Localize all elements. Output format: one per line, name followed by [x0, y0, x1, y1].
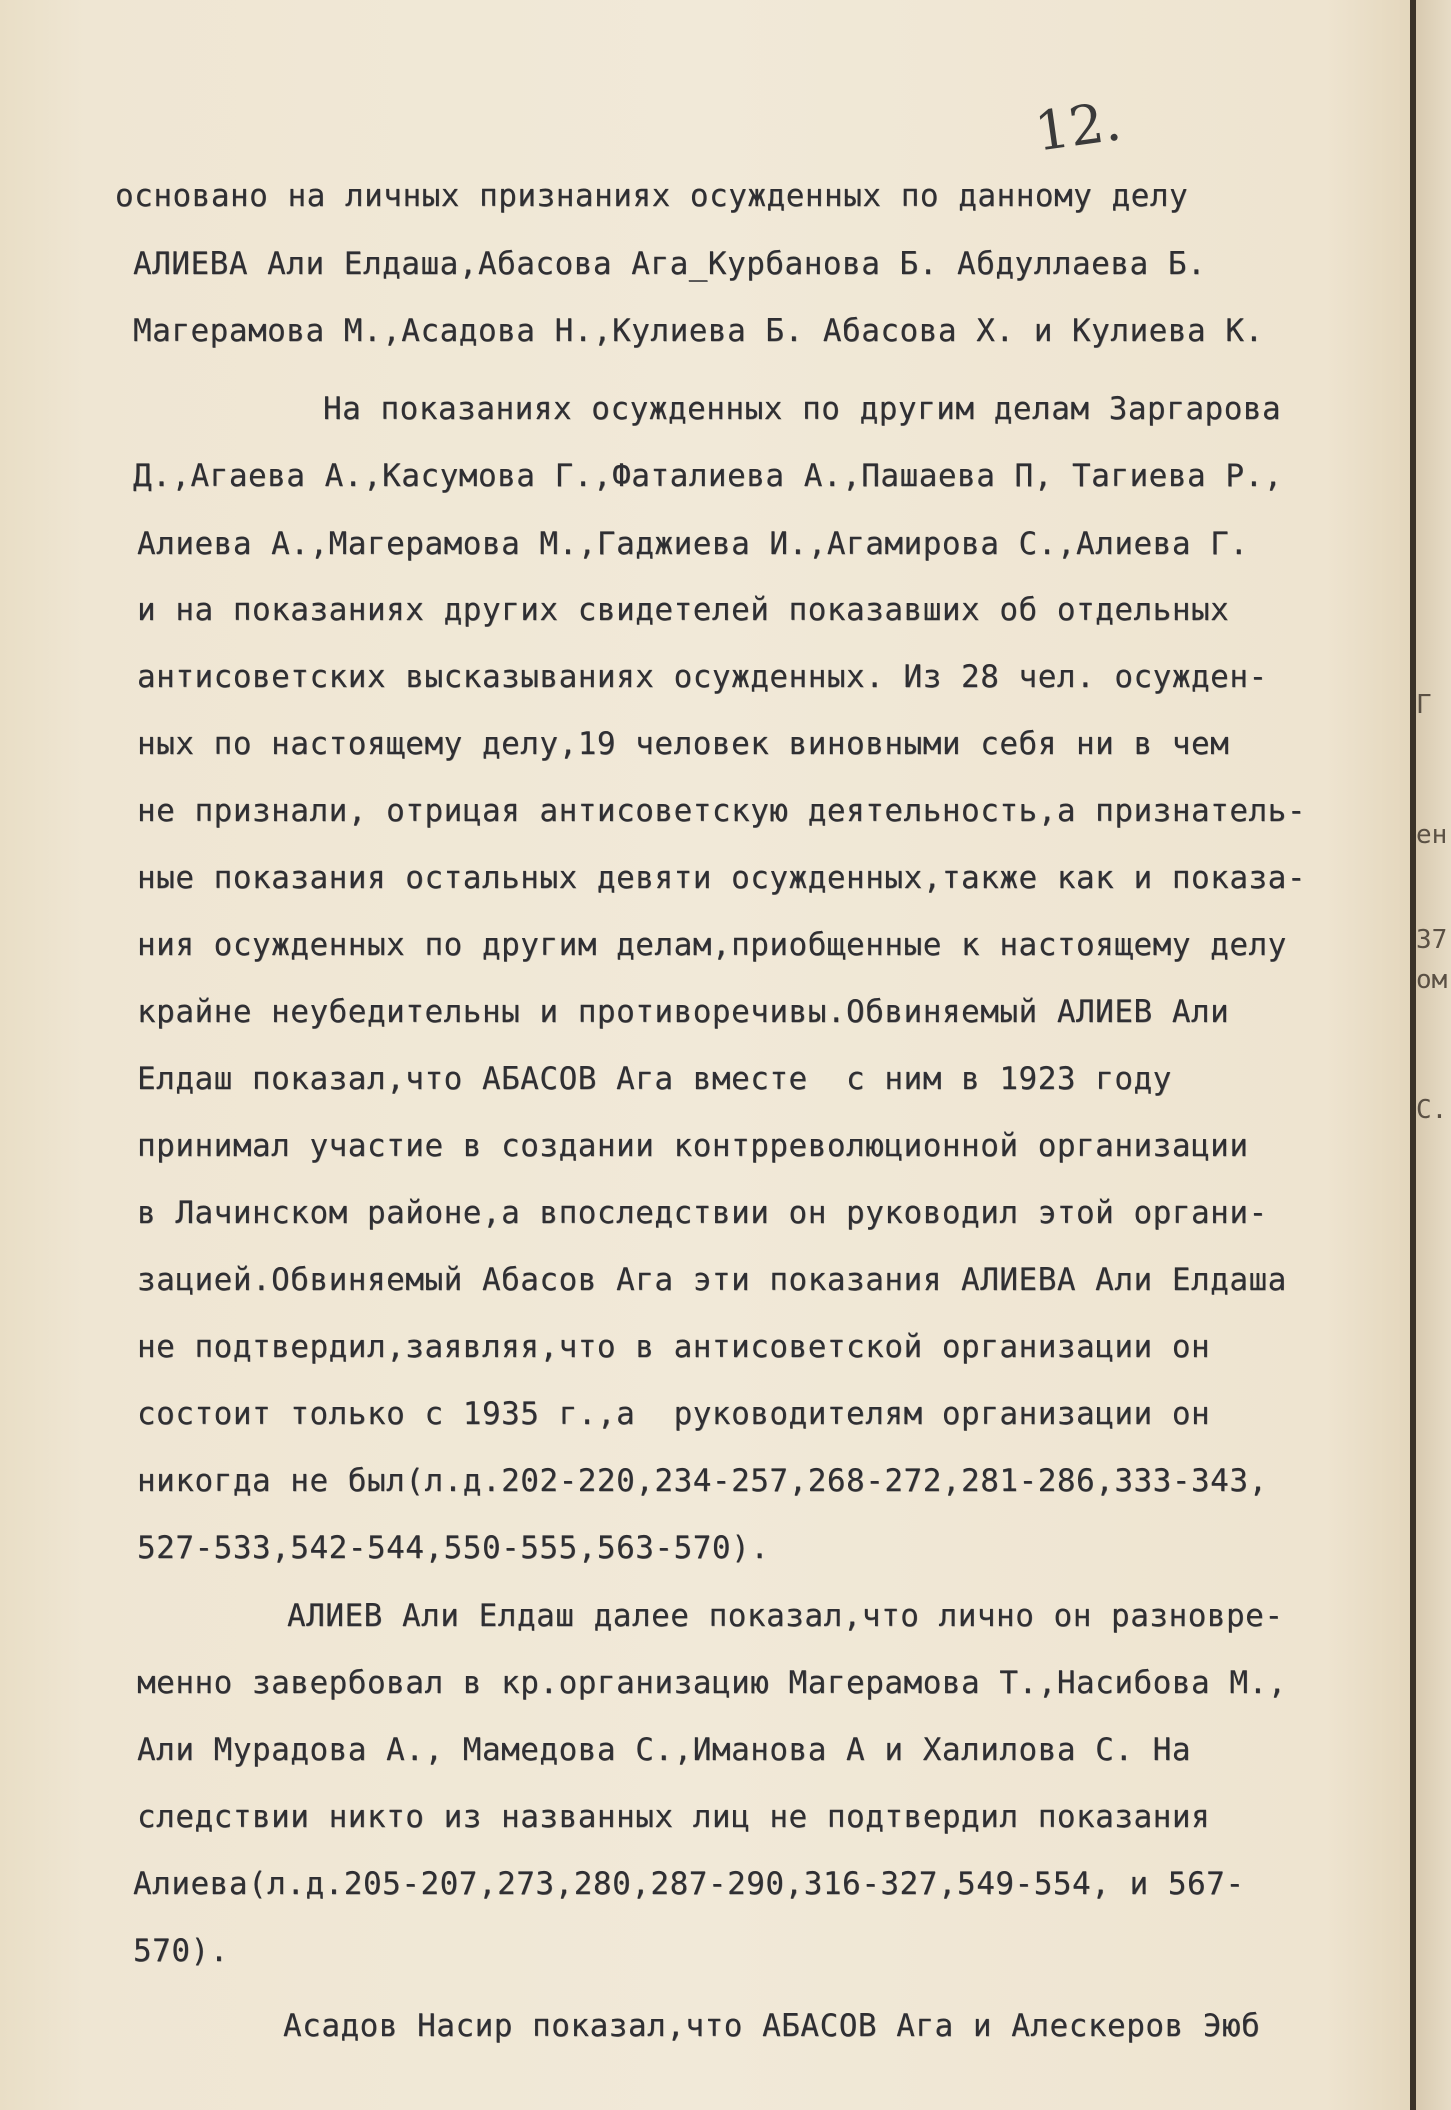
text-line: никогда не был(л.д.202-220,234-257,268-272,281-286,333-343, [137, 1463, 1268, 1499]
text-line: На показаниях осужденных по другим делам Заргарова [323, 391, 1282, 427]
text-line: Алиева(л.д.205-207,273,280,287-290,316-327,549-554, и 567- [133, 1866, 1245, 1902]
text-line: Али Мурадова А., Мамедова С.,Иманова А и Халилова С. На [137, 1732, 1191, 1768]
underlying-fragment: 37 [1416, 925, 1448, 955]
page-number-mark: 12. [1031, 89, 1125, 164]
text-line: ния осужденных по другим делам,приобщенные к настоящему делу [137, 927, 1287, 963]
text-line: АЛИЕВ Али Елдаш далее показал,что лично он разновре- [287, 1598, 1284, 1634]
text-line: не подтвердил,заявляя,что в антисоветской организации он [137, 1329, 1211, 1365]
underlying-fragment: С. [1416, 1095, 1448, 1125]
text-line: крайне неубедительны и противоречивы.Обвиняемый АЛИЕВ Али [137, 994, 1230, 1030]
text-line: и на показаниях других свидетелей показавших об отдельных [137, 592, 1230, 628]
text-line: 570). [133, 1933, 229, 1969]
underlying-fragment: ен [1416, 820, 1448, 850]
text-line: основано на личных признаниях осужденных по данному делу [115, 178, 1189, 214]
text-line: менно завербовал в кр.организацию Магерамова Т.,Насибова М., [137, 1665, 1287, 1701]
text-line: Асадов Насир показал,что АБАСОВ Ага и Алескеров Эюб [283, 2008, 1261, 2044]
text-line: в Лачинском районе,а впоследствии он руководил этой органи- [137, 1195, 1268, 1231]
text-line: Магерамова М.,Асадова Н.,Кулиева Б. Абасова Х. и Кулиева К. [133, 313, 1264, 349]
text-line: антисоветских высказываниях осужденных. Из 28 чел. осужден- [137, 659, 1268, 695]
text-line: состоит только с 1935 г.,а руководителям организации он [137, 1396, 1211, 1432]
underlying-sheet [1416, 0, 1451, 2110]
text-line: АЛИЕВА Али Елдаша,Абасова Ага_Курбанова Б. Абдуллаева Б. [133, 246, 1207, 282]
text-line: ные показания остальных девяти осужденных,также как и показа- [137, 860, 1306, 896]
text-line: Алиева А.,Магерамова М.,Гаджиева И.,Агамирова С.,Алиева Г. [137, 526, 1249, 562]
text-line: зацией.Обвиняемый Абасов Ага эти показания АЛИЕВА Али Елдаша [137, 1262, 1287, 1298]
text-line: принимал участие в создании контрреволюционной организации [137, 1128, 1249, 1164]
text-line: Елдаш показал,что АБАСОВ Ага вместе с ним в 1923 году [137, 1061, 1172, 1097]
text-line: не признали, отрицая антисоветскую деятельность,а признатель- [137, 793, 1306, 829]
text-line: Д.,Агаева А.,Касумова Г.,Фаталиева А.,Пашаева П, Тагиева Р., [133, 458, 1283, 494]
text-line: 527-533,542-544,550-555,563-570). [137, 1530, 770, 1566]
text-line: следствии никто из названных лиц не подтвердил показания [137, 1799, 1211, 1835]
underlying-fragment: ом [1416, 965, 1448, 995]
underlying-fragment: Г [1416, 690, 1432, 720]
text-line: ных по настоящему делу,19 человек виновными себя ни в чем [137, 726, 1230, 762]
